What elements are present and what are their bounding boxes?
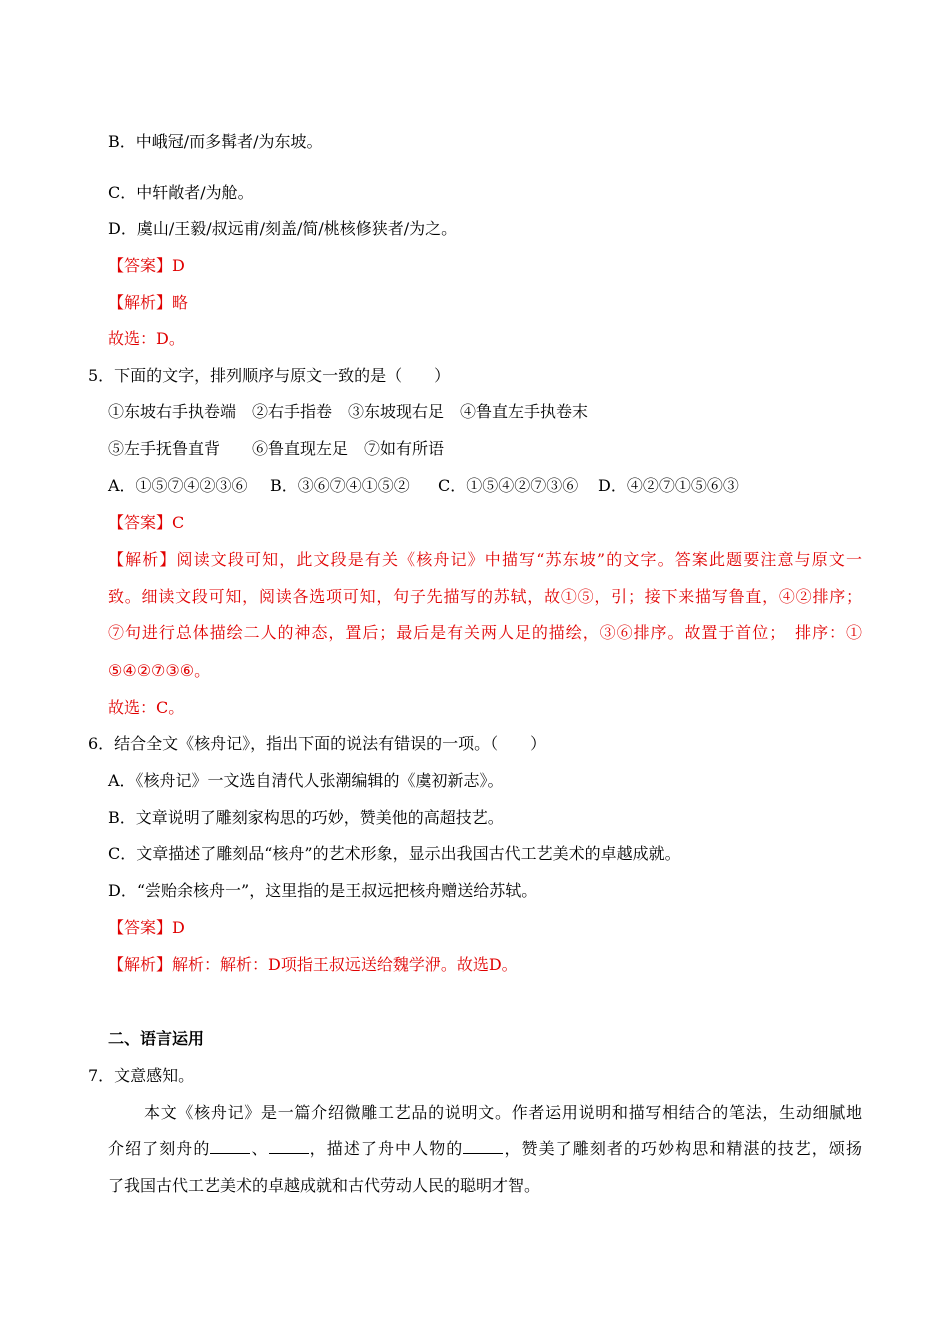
q4-explanation — [108, 292, 188, 314]
q5-stem: 5．下面的文字，排列顺序与原文一致的是（ ） — [88, 366, 451, 385]
q4-choose: 故选：D。 — [108, 329, 185, 348]
q6-option-b: B．文章说明了雕刻家构思的巧妙，赞美他的高超技艺。 — [108, 808, 504, 827]
fill-blank-2[interactable] — [269, 1139, 309, 1154]
q5-option-d: D．④②⑦①⑤⑥③ — [598, 476, 739, 495]
answer-tag: 【答案】 — [108, 256, 173, 275]
q4-answer — [108, 255, 185, 277]
q5-answer — [108, 512, 184, 534]
fill-blank-1[interactable] — [210, 1139, 250, 1154]
q5-choose: 故选：C。 — [108, 698, 185, 717]
q5-option-b: B．③⑥⑦④①⑤② — [270, 476, 410, 495]
q6-option-a: A．《核舟记》一文选自清代人张潮编辑的《虞初新志》。 — [108, 771, 504, 790]
q6-answer — [108, 917, 185, 939]
q7-text-a: 介绍了刻舟的 — [108, 1139, 211, 1158]
q5-items-row2: ⑤左手抚鲁直背 ⑥鲁直现左足 ⑦如有所语 — [108, 439, 445, 458]
q5-explanation-line4: ⑤④②⑦③⑥。 — [108, 661, 211, 680]
explanation-text: 解析：解析：D项指王叔远送给魏学洢。故选D。 — [172, 955, 518, 974]
q7-paragraph-line2 — [108, 1138, 862, 1160]
explanation-text: 阅读文段可知，此文段是有关《核舟记》中描写“苏东坡”的文字。答案此题要注意与原文一 — [176, 550, 862, 569]
explanation-tag: 【解析】 — [108, 955, 173, 974]
section-heading: 二、语言运用 — [108, 1029, 205, 1048]
answer-value: D — [172, 256, 185, 275]
explanation-tag: 【解析】 — [108, 550, 177, 569]
q4-option-c: C．中轩敞者/为舱。 — [108, 183, 254, 202]
q7-text-b: 、 — [250, 1139, 269, 1158]
q7-paragraph-line3: 了我国古代工艺美术的卓越成就和古代劳动人民的聪明才智。 — [108, 1176, 541, 1195]
q6-option-c: C．文章描述了雕刻品“核舟”的艺术形象，显示出我国古代工艺美术的卓越成就。 — [108, 844, 681, 863]
explanation-text: 略 — [172, 293, 189, 312]
answer-value: D — [172, 918, 185, 937]
answer-value: C — [172, 513, 185, 532]
fill-blank-3[interactable] — [463, 1139, 503, 1154]
q7-text-c: ，描述了舟中人物的 — [308, 1139, 464, 1158]
q7-stem: 7．文意感知。 — [88, 1066, 195, 1085]
q4-option-b: B．中峨冠/而多髯者/为东坡。 — [108, 132, 323, 151]
q6-explanation — [108, 954, 518, 976]
answer-tag: 【答案】 — [108, 918, 173, 937]
q5-option-a: A．①⑤⑦④②③⑥ — [108, 476, 248, 495]
q4-option-d: D．虞山/王毅/叔远甫/刻盖/简/桃核修狭者/为之。 — [108, 219, 458, 238]
answer-tag: 【答案】 — [108, 513, 173, 532]
q6-stem: 6．结合全文《核舟记》，指出下面的说法有错误的一项。（ ） — [88, 734, 547, 753]
explanation-tag: 【解析】 — [108, 293, 173, 312]
q5-explanation-line1 — [108, 549, 862, 571]
q5-options — [108, 475, 739, 497]
q5-explanation-line3: ⑦句进行总体描绘二人的神态，置后；最后是有关两人足的描绘，③⑥排序。故置于首位； 排序：① — [108, 623, 862, 642]
q7-text-d: ，赞美了雕刻者的巧妙构思和精湛的技艺，颂扬 — [503, 1139, 862, 1158]
q5-explanation-line2: 致。细读文段可知，阅读各选项可知，句子先描写的苏轼，故①⑤，引；接下来描写鲁直，④②排序； — [108, 587, 862, 606]
q5-items-row1: ①东坡右手执卷端 ②右手指卷 ③东坡现右足 ④鲁直左手执卷末 — [108, 402, 589, 421]
q6-option-d: D．“尝贻余核舟一”，这里指的是王叔远把核舟赠送给苏轼。 — [108, 881, 538, 900]
q7-paragraph-line1: 本文《核舟记》是一篇介绍微雕工艺品的说明文。作者运用说明和描写相结合的笔法，生动细腻地 — [144, 1103, 862, 1122]
q5-option-c: C．①⑤④②⑦③⑥ — [438, 476, 579, 495]
